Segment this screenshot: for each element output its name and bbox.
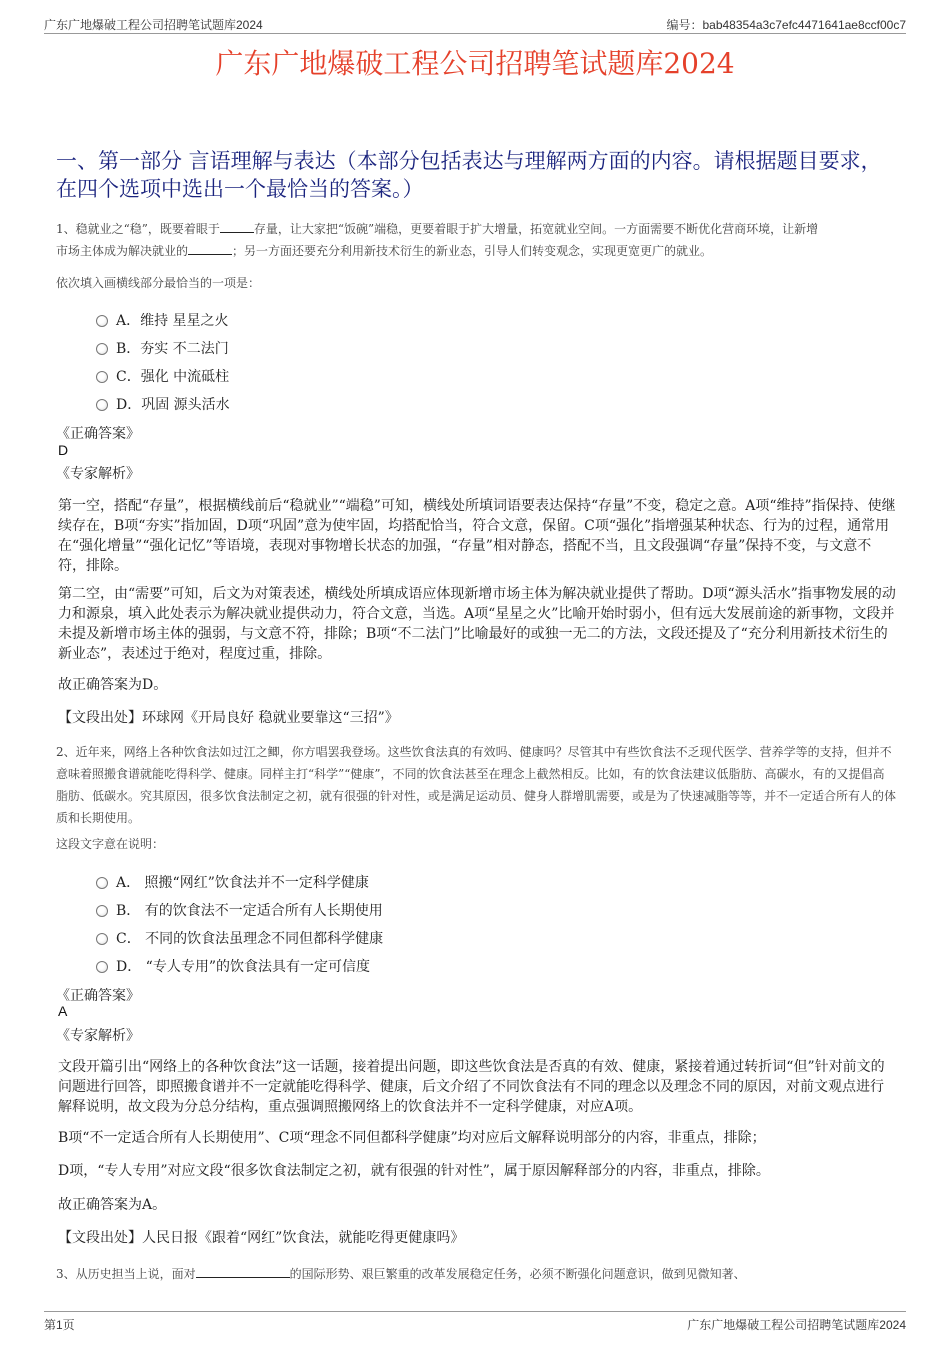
q1-analysis-paragraph-1: 第一空，搭配“存量”，根据横线前后“稳就业”“端稳”可知，横线处所填词语要表达保持“存量”不变，稳定之意。A项“维持”指保持、使继续存在，B项“夯实”指加固，D项“巩固”意为使牢固，均搭配恰当，符合文意，保留。C项“强化”指增强某种状态、行为的过程，通常用在“强化增量”“强化记忆”等语境，表现对事物增长状态的加强，“存量”相对静态，搭配不当，且文段强调“存量”保持不变，与文意不符，排除。 <box>58 498 896 574</box>
q1-analysis-label: 《专家解析》 <box>56 466 140 482</box>
q1-answer-label: 《正确答案》 <box>56 426 140 442</box>
q2-analysis-paragraph-3: D项，“专人专用”对应文段“很多饮食法制定之初，就有很强的针对性”，属于原因解释部分的内容，非重点，排除。 <box>58 1163 770 1179</box>
q2-option-b[interactable]: B． 有的饮食法不一定适合所有人长期使用 <box>96 900 383 920</box>
q1-conclusion: 故正确答案为D。 <box>58 677 168 693</box>
q2-analysis-label: 《专家解析》 <box>56 1028 140 1044</box>
q1-option-d[interactable]: D．巩固 源头活水 <box>96 394 230 414</box>
q2-analysis-paragraph-1: 文段开篇引出“网络上的各种饮食法”这一话题，接着提出问题，即这些饮食法是否真的有效、健康，紧接着通过转折词“但”针对前文的问题进行回答，即照搬食谱并不一定就能吃得科学、健康，后文介绍了不同饮食法有不同的理念以及理念不同的原因，对前文观点进行解释说明，故文段为分总分结构，重点强调照搬网络上的饮食法并不一定科学健康，对应A项。 <box>58 1059 885 1115</box>
blank-3 <box>196 1263 290 1278</box>
radio-icon[interactable] <box>96 877 108 889</box>
blank-2 <box>188 240 232 255</box>
question-1-text: 1、稳就业之“稳”，既要着眼于 存量，让大家把“饭碗”端稳，更要着眼于扩大增量，拓宽就业空间。一方面需要不断优化营商环境，让新增 市场主体成为解决就业的 ；另一方面还要充分利用新技术衍生的新业态，引导人们转变观念，实现更宽更广的就业。 <box>56 218 896 262</box>
q2-analysis-paragraph-2: B项“不一定适合所有人长期使用”、C项“理念不同但都科学健康”均对应后文解释说明部分的内容，非重点，排除； <box>58 1130 766 1146</box>
blank-1 <box>220 218 254 233</box>
page-title: 广东广地爆破工程公司招聘笔试题库2024 <box>215 47 735 80</box>
q1-option-c[interactable]: C．强化 中流砥柱 <box>96 366 229 386</box>
header-doc-title: 广东广地爆破工程公司招聘笔试题库2024 <box>44 18 263 32</box>
radio-icon[interactable] <box>96 343 108 355</box>
q2-conclusion: 故正确答案为A。 <box>58 1197 167 1213</box>
question-2-text: 2、近年来，网络上各种饮食法如过江之鲫，你方唱罢我登场。这些饮食法真的有效吗、健康吗？尽管其中有些饮食法不乏现代医学、营养学等的支持，但并不意味着照搬食谱就能吃得科学、健康。同样主打“科学”“健康”，不同的饮食法甚至在理念上截然相反。比如，有的饮食法建议低脂肪、高碳水，有的又提倡高脂肪、低碳水。究其原因，很多饮食法制定之初，就有很强的针对性，或是满足运动员、健身人群增肌需要，或是为了快速减脂等等，并不一定适合所有人的体质和长期使用。 <box>56 745 897 825</box>
radio-icon[interactable] <box>96 933 108 945</box>
q2-option-a[interactable]: A． 照搬“网红”饮食法并不一定科学健康 <box>96 872 369 892</box>
q1-source: 【文段出处】环球网《开局良好 稳就业要靠这“三招”》 <box>58 710 399 726</box>
q2-option-d[interactable]: D． “专人专用”的饮食法具有一定可信度 <box>96 956 370 976</box>
footer-doc-title: 广东广地爆破工程公司招聘笔试题库2024 <box>687 1318 906 1332</box>
radio-icon[interactable] <box>96 399 108 411</box>
header-divider <box>44 33 906 34</box>
q1-option-b[interactable]: B．夯实 不二法门 <box>96 338 229 358</box>
q1-option-a[interactable]: A．维持 星星之火 <box>96 310 229 330</box>
header-doc-id: 编号：bab48354a3c7efc4471641ae8ccf00c7 <box>666 18 906 32</box>
q2-answer: A <box>58 1003 68 1019</box>
q1-analysis-paragraph-2: 第二空，由“需要”可知，后文为对策表述，横线处所填成语应体现新增市场主体为解决就业提供了帮助。D项“源头活水”指事物发展的动力和源泉，填入此处表示为解决就业提供动力，符合文意，当选。A项“星星之火”比喻开始时弱小，但有远大发展前途的新事物，文段并未提及新增市场主体的强弱，与文意不符，排除；B项“不二法门”比喻最好的或独一无二的方法，文段还提及了“充分利用新技术衍生的新业态”，表述过于绝对，程度过重，排除。 <box>58 586 896 662</box>
q2-source: 【文段出处】人民日报《跟着“网红”饮食法，就能吃得更健康吗》 <box>58 1230 465 1246</box>
footer-divider <box>44 1311 906 1312</box>
radio-icon[interactable] <box>96 371 108 383</box>
q2-option-c[interactable]: C． 不同的饮食法虽理念不同但都科学健康 <box>96 928 383 948</box>
section-heading: 一、第一部分 言语理解与表达（本部分包括表达与理解两方面的内容。请根据题目要求，在四个选项中选出一个最恰当的答案。） <box>56 149 882 201</box>
radio-icon[interactable] <box>96 905 108 917</box>
question-3-text: 3、从历史担当上说，面对 的国际形势、艰巨繁重的改革发展稳定任务，必须不断强化问题意识，做到见微知著、 <box>56 1263 896 1285</box>
question-1-prompt: 依次填入画横线部分最恰当的一项是： <box>56 276 261 290</box>
radio-icon[interactable] <box>96 961 108 973</box>
q1-answer: D <box>58 442 69 458</box>
question-2-prompt: 这段文字意在说明： <box>56 837 165 851</box>
q2-answer-label: 《正确答案》 <box>56 988 140 1004</box>
page-number: 第1页 <box>44 1318 75 1332</box>
radio-icon[interactable] <box>96 315 108 327</box>
